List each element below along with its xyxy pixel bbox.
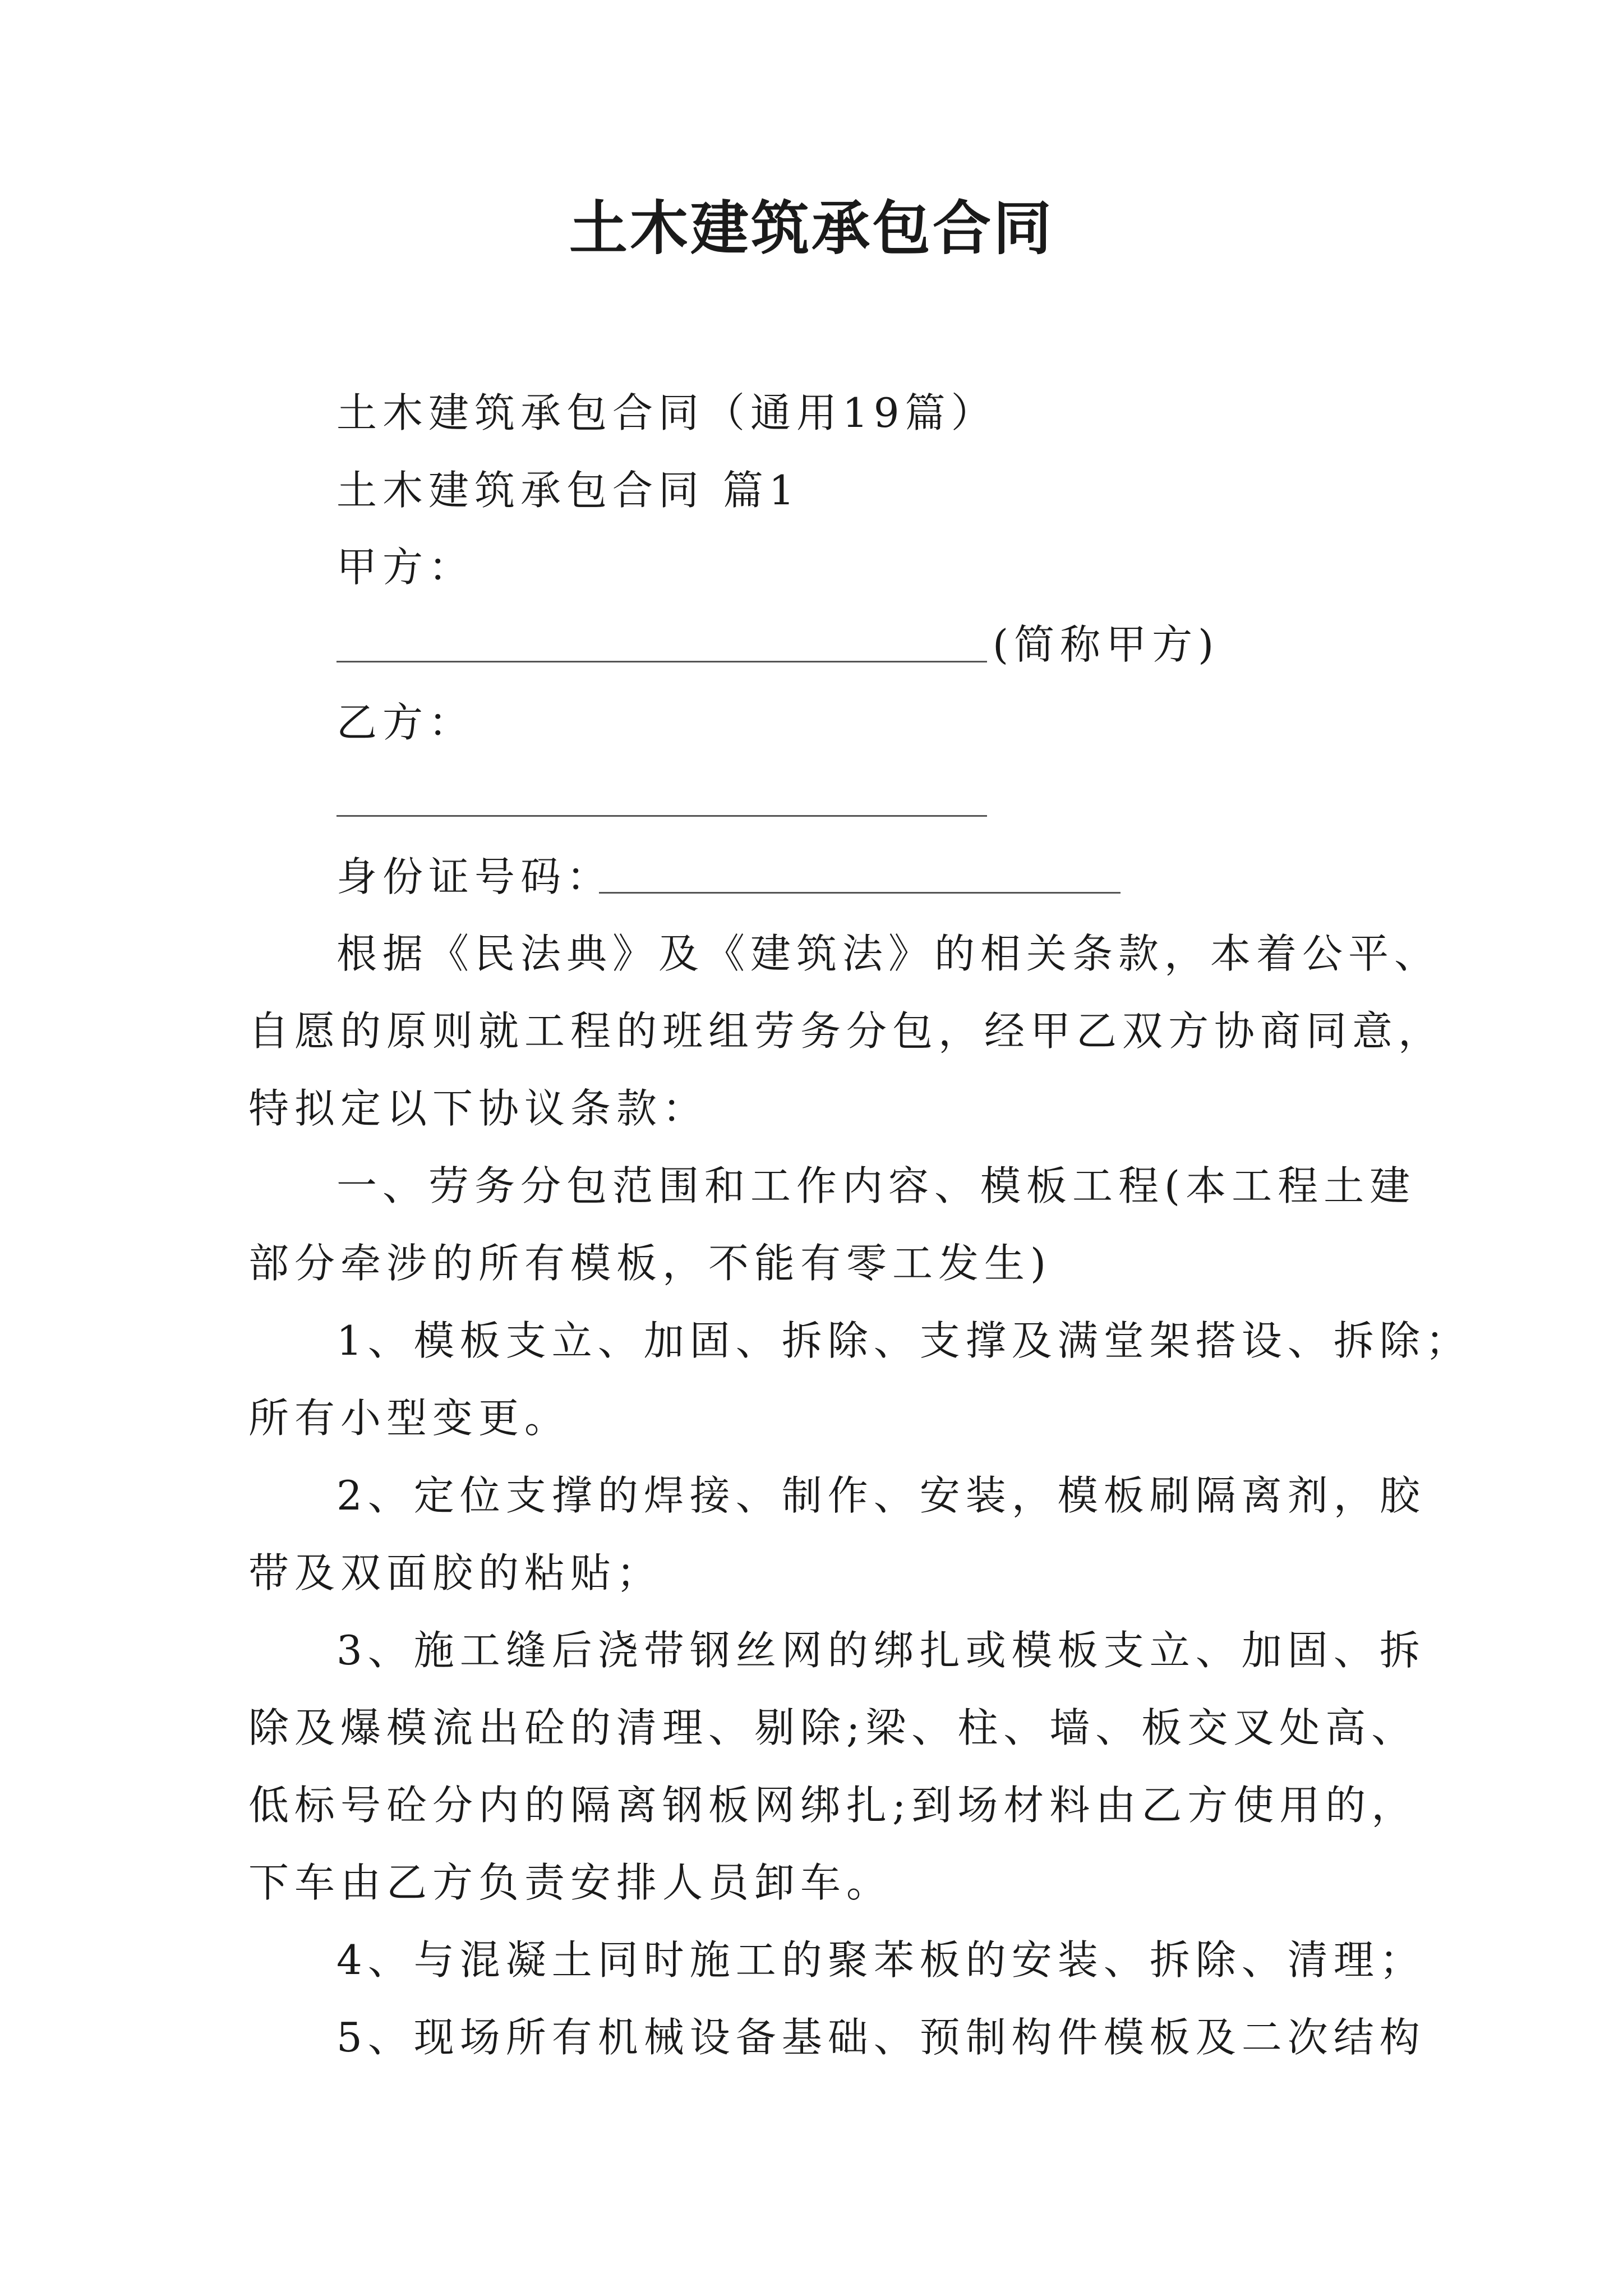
document-subtitle: 土木建筑承包合同（通用19篇） (336, 389, 997, 436)
id-label: 身份证号码： (336, 853, 613, 900)
paragraph-line: 5、现场所有机械设备基础、预制构件模板及二次结构 (336, 2014, 1426, 2061)
paragraph-line: 下车由乙方负责安排人员卸车。 (248, 1859, 893, 1906)
paragraph-line: 4、与混凝土同时施工的聚苯板的安装、拆除、清理； (336, 1936, 1426, 1984)
paragraph-line: 1、模板支立、加固、拆除、支撑及满堂架搭设、拆除； (336, 1317, 1472, 1364)
paragraph-line: 3、施工缝后浇带钢丝网的绑扎或模板支立、加固、拆 (336, 1627, 1426, 1674)
paragraph-line: 根据《民法典》及《建筑法》的相关条款，本着公平、 (336, 930, 1441, 977)
paragraph-line: 所有小型变更。 (248, 1395, 571, 1442)
party-a-blank (336, 661, 987, 662)
paragraph-line: 除及爆模流出砼的清理、剔除;梁、柱、墙、板交叉处高、 (248, 1704, 1418, 1751)
party-b-label: 乙方： (336, 699, 475, 746)
paragraph-line: 部分牵涉的所有模板，不能有零工发生) (248, 1240, 1052, 1287)
section-heading: 土木建筑承包合同 篇1 (336, 467, 800, 514)
paragraph-line: 带及双面胶的粘贴； (248, 1549, 663, 1596)
party-b-blank (336, 815, 987, 817)
party-a-short: (简称甲方) (993, 621, 1220, 668)
document-title: 土木建筑承包合同 (569, 194, 1054, 263)
paragraph-line: 特拟定以下协议条款： (248, 1085, 709, 1132)
paragraph-line: 低标号砼分内的隔离钢板网绑扎;到场材料由乙方使用的， (248, 1782, 1418, 1829)
paragraph-line: 一、劳务分包范围和工作内容、模板工程(本工程土建 (336, 1162, 1416, 1209)
party-a-label: 甲方： (336, 544, 475, 591)
paragraph-line: 2、定位支撑的焊接、制作、安装，模板刷隔离剂，胶 (336, 1472, 1426, 1519)
id-blank (599, 892, 1121, 894)
paragraph-line: 自愿的原则就工程的班组劳务分包，经甲乙双方协商同意， (248, 1007, 1445, 1055)
